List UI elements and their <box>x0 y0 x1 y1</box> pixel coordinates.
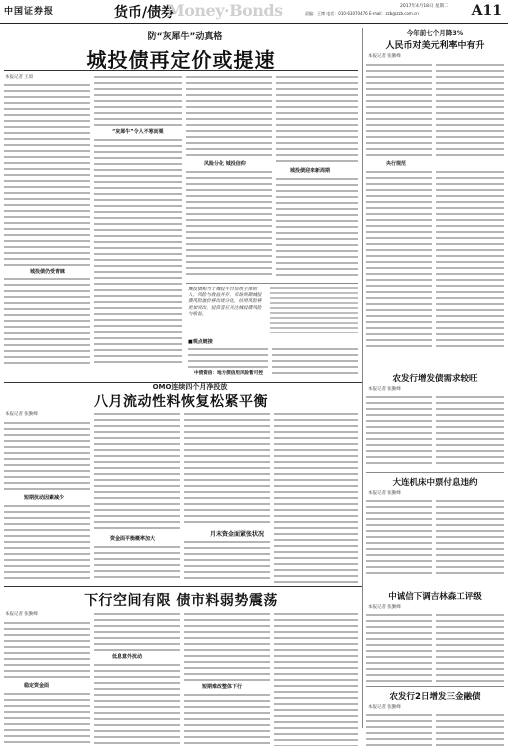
omo-subhead-2: 资金面平衡概率加大 <box>110 536 156 542</box>
column-divider <box>362 28 363 728</box>
lead-column-4 <box>276 74 358 164</box>
lower-right-divider <box>366 686 504 687</box>
right-top-byline: 本报记者 张勤峰 <box>368 54 401 59</box>
lower-col-2 <box>94 611 180 651</box>
lower-byline: 本报记者 张勤峰 <box>5 612 38 617</box>
lower-col-3 <box>184 611 270 681</box>
lead-byline: 本报记者 王姣 <box>5 75 34 80</box>
lower-right-2-col-2 <box>436 712 504 746</box>
lower-col-3b <box>184 692 270 746</box>
lower-col-2b <box>94 662 180 746</box>
lead-note-title: 中债资信：地方债信用风险暂可控 <box>194 371 263 376</box>
mid-right-2-col-1 <box>366 498 432 578</box>
quote-link-text <box>188 346 268 368</box>
omo-col-3 <box>184 411 270 527</box>
right-top-kicker: 今年前七个月降3% <box>406 29 464 37</box>
quote-link-label: ■观点链接 <box>188 339 213 345</box>
lead-subhead-1: 城投债仍受青睐 <box>30 269 66 275</box>
lower-right-1-headline: 中诚信下调吉林森工评级 <box>388 592 482 602</box>
quote-rule <box>186 283 358 284</box>
omo-subhead-1: 短期扰动因素减少 <box>24 495 65 501</box>
omo-col-3b <box>184 539 270 583</box>
section-title-en: Money·Bonds <box>167 1 283 20</box>
lead-rule <box>4 70 358 71</box>
omo-col-1 <box>4 420 90 492</box>
quote-side-text <box>270 287 358 333</box>
editor-line: 责编：王博 电话：010-63070476 E-mail：zzb@zzb.com.cn <box>305 11 419 16</box>
newspaper-brand: 中国证券报 <box>4 7 55 17</box>
lead-column-4b <box>276 176 358 280</box>
lead-column-1b <box>4 276 90 368</box>
lead-column-1 <box>4 82 90 266</box>
right-top-headline: 人民币对美元利率中有升 <box>385 41 485 51</box>
lower-right-1-col-2 <box>436 612 504 682</box>
mid-right-2-headline: 大连机床中票付息违约 <box>392 478 478 488</box>
mid-right-2-col-2 <box>436 498 504 578</box>
lead-column-2 <box>94 74 182 126</box>
lead-subhead-2: “灰犀牛”令人不寒而栗 <box>112 129 164 135</box>
omo-col-2b <box>94 544 180 582</box>
lead-column-2b <box>94 137 182 367</box>
omo-col-1b <box>4 503 90 583</box>
right-top-col-3 <box>366 169 432 349</box>
lead-subhead-3: 风险分化 城投信仰 <box>204 161 246 167</box>
section-title: 货币/债券 <box>114 5 176 21</box>
lower-headline: 下行空间有限 债市料弱势震荡 <box>84 593 278 609</box>
lower-col-1 <box>4 620 90 680</box>
lower-right-1-byline: 本报记者 张勤峰 <box>368 605 401 610</box>
mid-right-divider <box>366 472 504 473</box>
omo-subhead-3: 月末资金面紧张状况 <box>210 531 265 538</box>
page-number: A11 <box>471 3 502 19</box>
mid-right-1-headline: 农发行增发债需求较旺 <box>392 374 478 384</box>
omo-col-2 <box>94 411 180 533</box>
mid-right-1-col-2 <box>436 394 504 468</box>
lower-subhead-2: 低息意外扰动 <box>112 654 143 660</box>
lower-col-1b <box>4 691 90 746</box>
lower-right-1-col-1 <box>366 612 432 682</box>
right-top-col-2 <box>436 62 504 158</box>
mid-right-1-col-1 <box>366 394 432 468</box>
omo-col-4 <box>274 411 358 583</box>
mid-right-2-byline: 本报记者 张勤峰 <box>368 491 401 496</box>
section-rule-2 <box>4 586 362 587</box>
lead-column-3 <box>186 74 272 158</box>
lead-tail-text <box>272 346 358 374</box>
issue-date: 2017年4月18日 星期二 <box>400 4 449 9</box>
lower-right-2-col-1 <box>366 712 432 746</box>
lead-headline: 城投债再定价或提速 <box>86 48 276 72</box>
right-top-col-4 <box>436 169 504 349</box>
lower-col-4 <box>274 611 358 746</box>
mid-right-1-byline: 本报记者 张勤峰 <box>368 387 401 392</box>
page-header <box>0 0 508 24</box>
lead-column-3b <box>186 169 272 279</box>
lead-quote: 城投债相当于城投平台信用主体的人，风险与收益并存，市场预期城投债风险溢价将出现分化，信用风险将更加突出，投资者应关注城投债风险与收益。 <box>188 287 262 317</box>
lower-right-2-byline: 本报记者 张勤峰 <box>368 705 401 710</box>
omo-byline: 本报记者 张勤峰 <box>5 412 38 417</box>
lower-subhead-1: 稳定资金面 <box>24 683 50 689</box>
lower-subhead-3: 短期难改整体下行 <box>202 684 243 690</box>
lower-right-2-headline: 农发行2日增发三金融债 <box>389 692 481 702</box>
omo-headline: 八月流动性料恢复松紧平衡 <box>94 394 268 410</box>
omo-kicker: OMO连续四个月净投放 <box>152 383 228 391</box>
right-top-col-1 <box>366 62 432 158</box>
right-top-subhead: 央行规范 <box>386 161 407 167</box>
lead-kicker: 防“灰犀牛”动真格 <box>147 32 223 42</box>
lead-subhead-4: 城投债迎来新周期 <box>290 168 331 174</box>
